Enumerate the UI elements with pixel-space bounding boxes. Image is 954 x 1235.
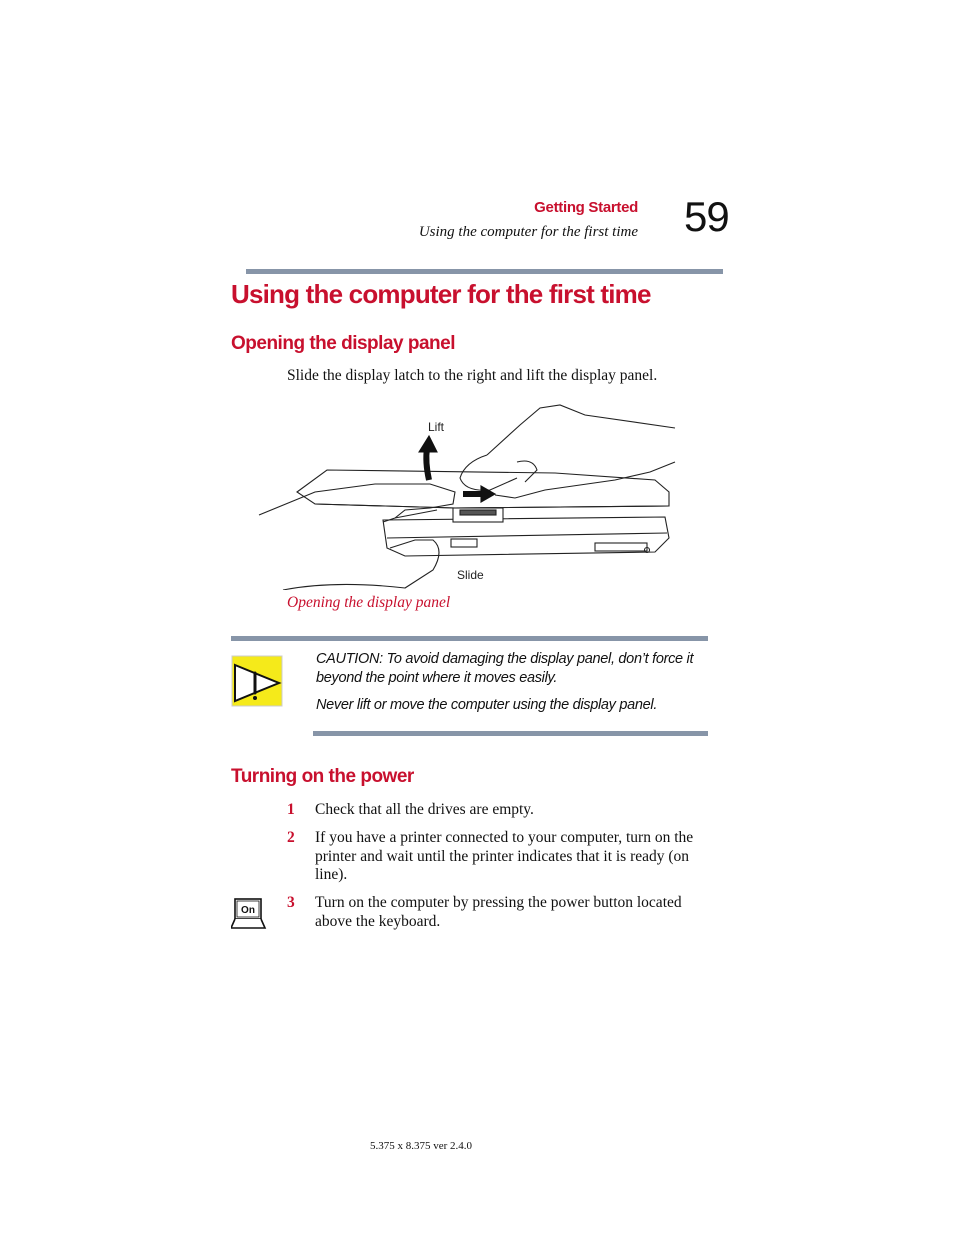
caution-bottom-rule <box>313 731 708 736</box>
on-icon-label: On <box>241 905 255 916</box>
section-heading-opening: Opening the display panel <box>231 333 455 354</box>
running-header-subsection: Using the computer for the first time <box>418 224 638 240</box>
figure-label-lift: Lift <box>428 420 445 434</box>
step-text: Check that all the drives are empty. <box>315 801 534 818</box>
page-number: 59 <box>684 193 729 240</box>
main-heading: Using the computer for the first time <box>231 279 651 309</box>
step-number: 2 <box>287 829 295 846</box>
power-on-laptop-icon <box>231 897 267 931</box>
caution-text-1: CAUTION: To avoid damaging the display panel, don’t force it beyond the point where it moves easily. <box>316 651 694 686</box>
caution-top-rule <box>231 636 708 641</box>
figure-label-slide: Slide <box>457 568 484 582</box>
running-header-section: Getting Started <box>534 199 638 216</box>
opening-display-figure <box>255 400 685 590</box>
opening-instruction: Slide the display latch to the right and lift the display panel. <box>287 367 658 384</box>
figure-caption: Opening the display panel <box>287 594 451 611</box>
caution-warning-icon <box>231 655 283 707</box>
step-number: 1 <box>287 801 295 818</box>
section-heading-power: Turning on the power <box>231 766 414 787</box>
caution-text-2: Never lift or move the computer using the display panel. <box>316 697 658 713</box>
footer-version: 5.375 x 8.375 ver 2.4.0 <box>370 1140 473 1152</box>
step-number: 3 <box>287 894 295 911</box>
step-text: Turn on the computer by pressing the power button located above the keyboard. <box>315 894 682 930</box>
top-rule <box>246 269 723 274</box>
step-text: If you have a printer connected to your computer, turn on the printer and wait until the printer indicates that it is ready (on line). <box>315 829 694 883</box>
